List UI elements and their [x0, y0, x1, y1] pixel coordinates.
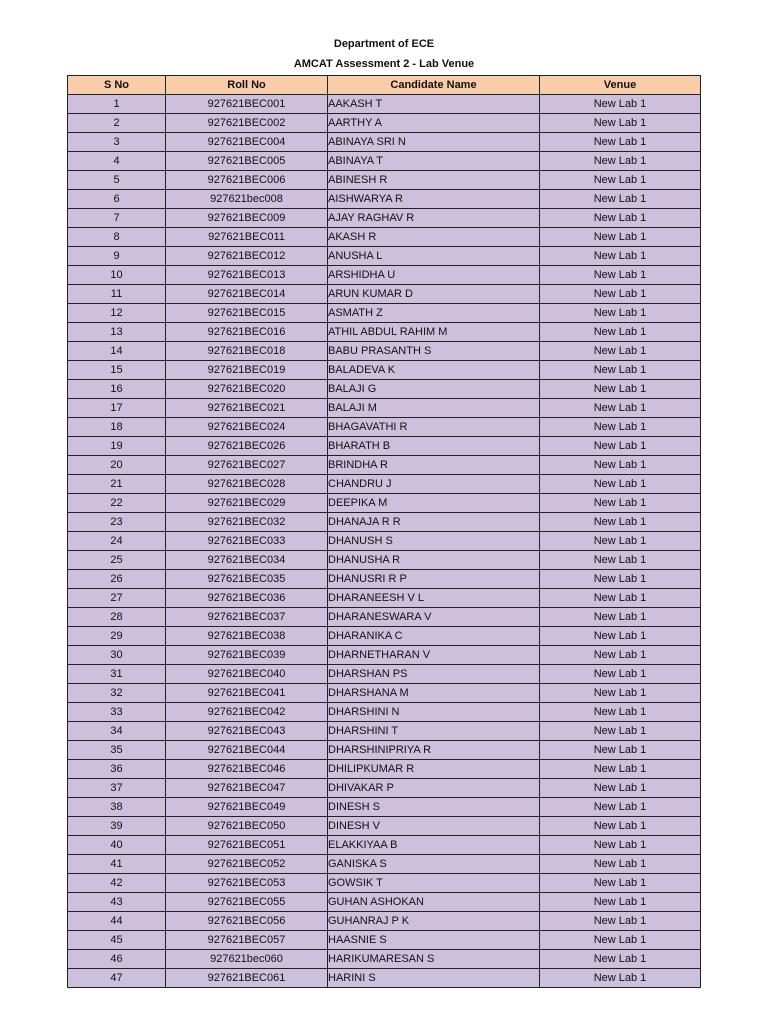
roll-number-cell: 927621BEC033 — [166, 532, 328, 551]
roll-number-cell: 927621BEC035 — [166, 570, 328, 589]
venue-cell: New Lab 1 — [540, 665, 701, 684]
table-row — [68, 893, 701, 912]
roll-number-cell: 927621BEC061 — [166, 969, 328, 988]
candidate-name-cell: ABINAYA T — [328, 152, 540, 171]
roll-number-cell: 927621BEC028 — [166, 475, 328, 494]
roll-number-cell: 927621BEC047 — [166, 779, 328, 798]
venue-cell: New Lab 1 — [540, 209, 701, 228]
roll-number-cell: 927621BEC013 — [166, 266, 328, 285]
venue-cell: New Lab 1 — [540, 760, 701, 779]
roll-number-cell: 927621BEC043 — [166, 722, 328, 741]
roll-number-cell: 927621BEC019 — [166, 361, 328, 380]
venue-cell: New Lab 1 — [540, 513, 701, 532]
serial-number-cell: 40 — [68, 836, 166, 855]
candidate-name-cell: ABINESH R — [328, 171, 540, 190]
serial-number-cell: 1 — [68, 95, 166, 114]
roll-number-cell: 927621BEC042 — [166, 703, 328, 722]
serial-number-cell: 29 — [68, 627, 166, 646]
serial-number-cell: 37 — [68, 779, 166, 798]
serial-number-cell: 28 — [68, 608, 166, 627]
serial-number-cell: 20 — [68, 456, 166, 475]
serial-number-cell: 3 — [68, 133, 166, 152]
serial-number-cell: 44 — [68, 912, 166, 931]
serial-number-cell: 8 — [68, 228, 166, 247]
serial-number-cell: 6 — [68, 190, 166, 209]
roll-number-cell: 927621BEC012 — [166, 247, 328, 266]
venue-cell: New Lab 1 — [540, 114, 701, 133]
table-row — [68, 874, 701, 893]
serial-number-cell: 18 — [68, 418, 166, 437]
roll-number-cell: 927621BEC005 — [166, 152, 328, 171]
roll-number-cell: 927621BEC009 — [166, 209, 328, 228]
candidate-name-cell: AISHWARYA R — [328, 190, 540, 209]
table-row — [68, 532, 701, 551]
serial-number-cell: 39 — [68, 817, 166, 836]
venue-cell: New Lab 1 — [540, 418, 701, 437]
serial-number-cell: 27 — [68, 589, 166, 608]
venue-cell: New Lab 1 — [540, 228, 701, 247]
table-row — [68, 912, 701, 931]
table-row — [68, 190, 701, 209]
roll-number-cell: 927621BEC037 — [166, 608, 328, 627]
roll-number-cell: 927621BEC024 — [166, 418, 328, 437]
serial-number-cell: 11 — [68, 285, 166, 304]
serial-number-cell: 9 — [68, 247, 166, 266]
candidate-name-cell: DHARNETHARAN V — [328, 646, 540, 665]
table-row — [68, 494, 701, 513]
serial-number-cell: 10 — [68, 266, 166, 285]
serial-number-cell: 45 — [68, 931, 166, 950]
table-row — [68, 437, 701, 456]
candidate-name-cell: BALAJI G — [328, 380, 540, 399]
table-row — [68, 931, 701, 950]
venue-cell: New Lab 1 — [540, 969, 701, 988]
roll-number-cell: 927621BEC055 — [166, 893, 328, 912]
roll-number-cell: 927621bec060 — [166, 950, 328, 969]
roll-number-cell: 927621BEC026 — [166, 437, 328, 456]
roll-number-cell: 927621BEC056 — [166, 912, 328, 931]
venue-cell: New Lab 1 — [540, 437, 701, 456]
table-row — [68, 95, 701, 114]
roll-number-cell: 927621BEC015 — [166, 304, 328, 323]
table-row — [68, 684, 701, 703]
candidate-name-cell: GANISKA S — [328, 855, 540, 874]
candidate-name-cell: ANUSHA L — [328, 247, 540, 266]
table-row — [68, 646, 701, 665]
table-row — [68, 304, 701, 323]
serial-number-cell: 21 — [68, 475, 166, 494]
roll-number-cell: 927621BEC046 — [166, 760, 328, 779]
venue-cell: New Lab 1 — [540, 950, 701, 969]
candidate-name-cell: DHARSHINI T — [328, 722, 540, 741]
table-row — [68, 760, 701, 779]
table-row — [68, 399, 701, 418]
venue-cell: New Lab 1 — [540, 779, 701, 798]
candidate-name-cell: DHARSHANA M — [328, 684, 540, 703]
table-row — [68, 380, 701, 399]
candidate-name-cell: DHARSHINIPRIYA R — [328, 741, 540, 760]
venue-cell: New Lab 1 — [540, 874, 701, 893]
venue-cell: New Lab 1 — [540, 608, 701, 627]
table-row — [68, 114, 701, 133]
candidate-name-cell: DHANUSHA R — [328, 551, 540, 570]
table-row — [68, 152, 701, 171]
serial-number-cell: 15 — [68, 361, 166, 380]
venue-cell: New Lab 1 — [540, 285, 701, 304]
serial-number-cell: 24 — [68, 532, 166, 551]
roll-number-cell: 927621BEC029 — [166, 494, 328, 513]
venue-cell: New Lab 1 — [540, 171, 701, 190]
candidate-name-cell: ARUN KUMAR D — [328, 285, 540, 304]
table-row — [68, 266, 701, 285]
serial-number-cell: 7 — [68, 209, 166, 228]
column-header-roll-no: Roll No — [166, 76, 328, 95]
venue-cell: New Lab 1 — [540, 836, 701, 855]
table-body — [68, 95, 701, 988]
venue-cell: New Lab 1 — [540, 589, 701, 608]
candidate-name-cell: BALADEVA K — [328, 361, 540, 380]
table-row — [68, 741, 701, 760]
roll-number-cell: 927621BEC006 — [166, 171, 328, 190]
venue-cell: New Lab 1 — [540, 551, 701, 570]
venue-cell: New Lab 1 — [540, 380, 701, 399]
serial-number-cell: 22 — [68, 494, 166, 513]
table-row — [68, 456, 701, 475]
serial-number-cell: 35 — [68, 741, 166, 760]
venue-cell: New Lab 1 — [540, 190, 701, 209]
serial-number-cell: 43 — [68, 893, 166, 912]
table-row — [68, 950, 701, 969]
venue-cell: New Lab 1 — [540, 646, 701, 665]
venue-cell: New Lab 1 — [540, 703, 701, 722]
table-row — [68, 589, 701, 608]
candidate-name-cell: DHARSHINI N — [328, 703, 540, 722]
candidate-name-cell: HARINI S — [328, 969, 540, 988]
table-row — [68, 418, 701, 437]
serial-number-cell: 16 — [68, 380, 166, 399]
serial-number-cell: 14 — [68, 342, 166, 361]
candidate-name-cell: GUHANRAJ P K — [328, 912, 540, 931]
roll-number-cell: 927621BEC049 — [166, 798, 328, 817]
roll-number-cell: 927621BEC038 — [166, 627, 328, 646]
serial-number-cell: 31 — [68, 665, 166, 684]
candidate-name-cell: AARTHY A — [328, 114, 540, 133]
table-row — [68, 703, 701, 722]
venue-cell: New Lab 1 — [540, 304, 701, 323]
venue-cell: New Lab 1 — [540, 817, 701, 836]
venue-cell: New Lab 1 — [540, 399, 701, 418]
serial-number-cell: 32 — [68, 684, 166, 703]
venue-cell: New Lab 1 — [540, 684, 701, 703]
roll-number-cell: 927621BEC018 — [166, 342, 328, 361]
roll-number-cell: 927621BEC034 — [166, 551, 328, 570]
venue-cell: New Lab 1 — [540, 323, 701, 342]
table-row — [68, 133, 701, 152]
roll-number-cell: 927621BEC044 — [166, 741, 328, 760]
roll-number-cell: 927621BEC004 — [166, 133, 328, 152]
venue-cell: New Lab 1 — [540, 95, 701, 114]
table-row — [68, 836, 701, 855]
candidate-name-cell: ATHIL ABDUL RAHIM M — [328, 323, 540, 342]
venue-cell: New Lab 1 — [540, 266, 701, 285]
roll-number-cell: 927621BEC021 — [166, 399, 328, 418]
table-row — [68, 323, 701, 342]
serial-number-cell: 12 — [68, 304, 166, 323]
roll-number-cell: 927621BEC052 — [166, 855, 328, 874]
roll-number-cell: 927621BEC001 — [166, 95, 328, 114]
venue-cell: New Lab 1 — [540, 855, 701, 874]
candidate-name-cell: DINESH V — [328, 817, 540, 836]
venue-cell: New Lab 1 — [540, 570, 701, 589]
venue-cell: New Lab 1 — [540, 361, 701, 380]
candidate-name-cell: DEEPIKA M — [328, 494, 540, 513]
roll-number-cell: 927621BEC027 — [166, 456, 328, 475]
venue-cell: New Lab 1 — [540, 912, 701, 931]
candidate-name-cell: BHARATH B — [328, 437, 540, 456]
table-header-row — [68, 76, 701, 95]
candidate-name-cell: ABINAYA SRI N — [328, 133, 540, 152]
table-row — [68, 608, 701, 627]
serial-number-cell: 30 — [68, 646, 166, 665]
candidate-name-cell: DHARANESWARA V — [328, 608, 540, 627]
table-row — [68, 285, 701, 304]
candidate-name-cell: DHANUSH S — [328, 532, 540, 551]
table-row — [68, 513, 701, 532]
roll-number-cell: 927621BEC050 — [166, 817, 328, 836]
candidate-venue-table — [67, 75, 701, 988]
candidate-name-cell: HARIKUMARESAN S — [328, 950, 540, 969]
table-row — [68, 209, 701, 228]
serial-number-cell: 19 — [68, 437, 166, 456]
candidate-name-cell: DHANAJA R R — [328, 513, 540, 532]
venue-cell: New Lab 1 — [540, 456, 701, 475]
candidate-name-cell: ELAKKIYAA B — [328, 836, 540, 855]
candidate-name-cell: GOWSIK T — [328, 874, 540, 893]
table-row — [68, 969, 701, 988]
column-header-sno: S No — [68, 76, 166, 95]
serial-number-cell: 34 — [68, 722, 166, 741]
candidate-name-cell: BRINDHA R — [328, 456, 540, 475]
candidate-name-cell: ARSHIDHA U — [328, 266, 540, 285]
venue-cell: New Lab 1 — [540, 627, 701, 646]
candidate-name-cell: CHANDRU J — [328, 475, 540, 494]
column-header-venue: Venue — [540, 76, 701, 95]
candidate-name-cell: DHILIPKUMAR R — [328, 760, 540, 779]
roll-number-cell: 927621BEC011 — [166, 228, 328, 247]
candidate-name-cell: BALAJI M — [328, 399, 540, 418]
roll-number-cell: 927621BEC036 — [166, 589, 328, 608]
serial-number-cell: 26 — [68, 570, 166, 589]
table-row — [68, 722, 701, 741]
serial-number-cell: 17 — [68, 399, 166, 418]
venue-cell: New Lab 1 — [540, 342, 701, 361]
candidate-name-cell: AAKASH T — [328, 95, 540, 114]
serial-number-cell: 42 — [68, 874, 166, 893]
serial-number-cell: 2 — [68, 114, 166, 133]
serial-number-cell: 36 — [68, 760, 166, 779]
table-row — [68, 817, 701, 836]
table-row — [68, 247, 701, 266]
candidate-name-cell: BABU PRASANTH S — [328, 342, 540, 361]
serial-number-cell: 13 — [68, 323, 166, 342]
candidate-name-cell: DINESH S — [328, 798, 540, 817]
table-row — [68, 665, 701, 684]
candidate-name-cell: GUHAN ASHOKAN — [328, 893, 540, 912]
serial-number-cell: 4 — [68, 152, 166, 171]
candidate-name-cell: ASMATH Z — [328, 304, 540, 323]
serial-number-cell: 38 — [68, 798, 166, 817]
venue-cell: New Lab 1 — [540, 741, 701, 760]
roll-number-cell: 927621BEC016 — [166, 323, 328, 342]
table-row — [68, 228, 701, 247]
serial-number-cell: 33 — [68, 703, 166, 722]
department-heading: Department of ECE — [333, 38, 435, 50]
table-row — [68, 855, 701, 874]
venue-cell: New Lab 1 — [540, 893, 701, 912]
roll-number-cell: 927621BEC039 — [166, 646, 328, 665]
venue-cell: New Lab 1 — [540, 931, 701, 950]
table-row — [68, 342, 701, 361]
roll-number-cell: 927621BEC002 — [166, 114, 328, 133]
roll-number-cell: 927621BEC057 — [166, 931, 328, 950]
roll-number-cell: 927621BEC053 — [166, 874, 328, 893]
venue-cell: New Lab 1 — [540, 532, 701, 551]
candidate-name-cell: DHIVAKAR P — [328, 779, 540, 798]
table-row — [68, 361, 701, 380]
roll-number-cell: 927621BEC032 — [166, 513, 328, 532]
serial-number-cell: 41 — [68, 855, 166, 874]
table-row — [68, 798, 701, 817]
roll-number-cell: 927621BEC014 — [166, 285, 328, 304]
candidate-name-cell: HAASNIE S — [328, 931, 540, 950]
candidate-name-cell: AKASH R — [328, 228, 540, 247]
venue-cell: New Lab 1 — [540, 798, 701, 817]
table-row — [68, 779, 701, 798]
roll-number-cell: 927621bec008 — [166, 190, 328, 209]
serial-number-cell: 23 — [68, 513, 166, 532]
candidate-name-cell: DHARSHAN PS — [328, 665, 540, 684]
serial-number-cell: 25 — [68, 551, 166, 570]
serial-number-cell: 5 — [68, 171, 166, 190]
table-row — [68, 171, 701, 190]
venue-cell: New Lab 1 — [540, 475, 701, 494]
candidate-name-cell: DHANUSRI R P — [328, 570, 540, 589]
venue-cell: New Lab 1 — [540, 247, 701, 266]
serial-number-cell: 46 — [68, 950, 166, 969]
roll-number-cell: 927621BEC041 — [166, 684, 328, 703]
candidate-name-cell: AJAY RAGHAV R — [328, 209, 540, 228]
serial-number-cell: 47 — [68, 969, 166, 988]
table-row — [68, 475, 701, 494]
candidate-name-cell: BHAGAVATHI R — [328, 418, 540, 437]
document-title: AMCAT Assessment 2 - Lab Venue — [293, 58, 475, 70]
table-row — [68, 551, 701, 570]
roll-number-cell: 927621BEC051 — [166, 836, 328, 855]
venue-cell: New Lab 1 — [540, 494, 701, 513]
venue-cell: New Lab 1 — [540, 722, 701, 741]
candidate-name-cell: DHARANEESH V L — [328, 589, 540, 608]
table-row — [68, 627, 701, 646]
venue-cell: New Lab 1 — [540, 133, 701, 152]
table-row — [68, 570, 701, 589]
column-header-candidate-name: Candidate Name — [328, 76, 540, 95]
roll-number-cell: 927621BEC020 — [166, 380, 328, 399]
roll-number-cell: 927621BEC040 — [166, 665, 328, 684]
venue-cell: New Lab 1 — [540, 152, 701, 171]
candidate-name-cell: DHARANIKA C — [328, 627, 540, 646]
